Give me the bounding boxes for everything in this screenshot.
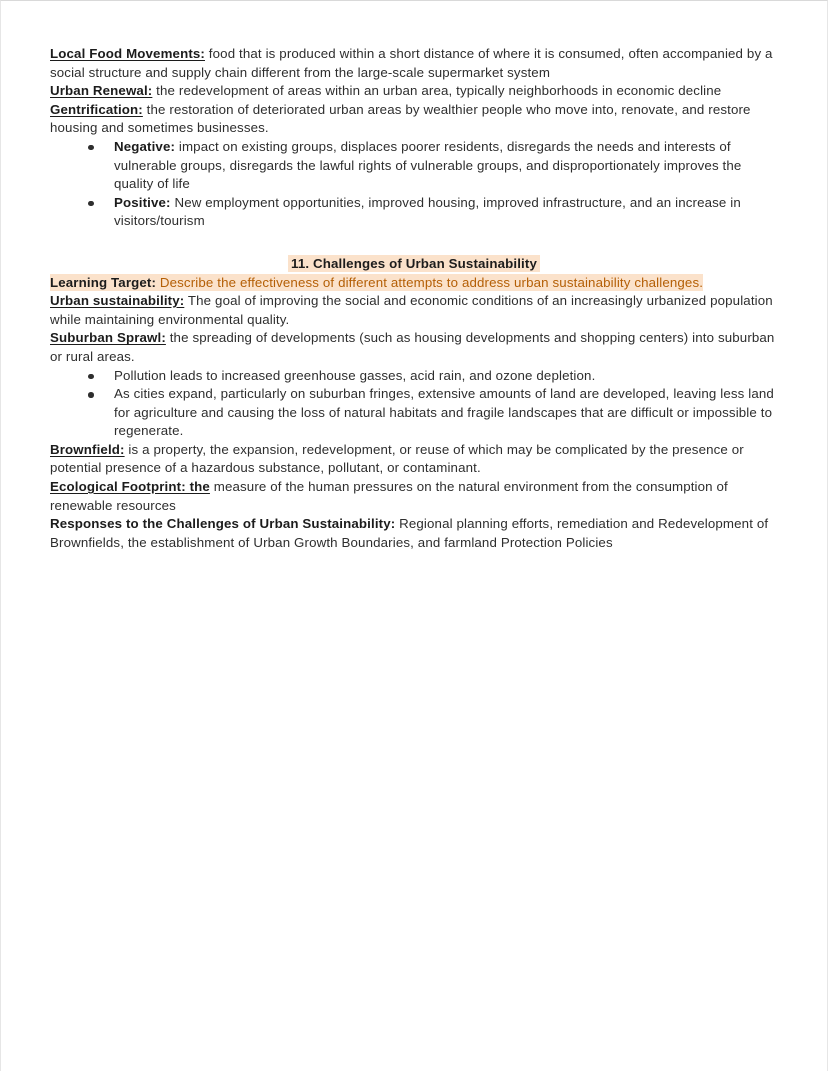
term-urban-renewal: Urban Renewal: (50, 83, 153, 99)
learning-target-text: Describe the effectiveness of different attempts to address urban sustainability challenges. (156, 274, 704, 290)
list-item (78, 194, 778, 231)
definition-urban-renewal: the redevelopment of areas within an urban area, typically neighborhoods in economic decline (152, 83, 722, 99)
paragraph-suburban-sprawl (50, 329, 778, 366)
term-suburban-sprawl: Suburban Sprawl: (50, 330, 166, 346)
term-ecological-footprint: Ecological Footprint: the (50, 479, 210, 495)
document-body (50, 45, 778, 552)
term-responses: Responses to the Challenges of Urban Sustainability: (50, 516, 396, 532)
term-brownfield: Brownfield: (50, 441, 125, 457)
learning-target (50, 274, 778, 293)
list-item (78, 138, 778, 194)
definition-local-food-movements: food that is produced within a short distance of where it is consumed, often accompanied by a social structure and supply chain different from the large-scale supermarket system (50, 46, 773, 80)
definition-ecological-footprint: measure of the human pressures on the natural environment from the consumption of renewable resources (50, 479, 728, 513)
bullet-dot-icon (88, 374, 94, 380)
bullet-dot-icon (88, 392, 94, 398)
list-item (78, 367, 778, 386)
paragraph-local-food-movements (50, 45, 778, 82)
bullet-lead-positive: Positive: (114, 194, 171, 210)
paragraph-gentrification (50, 101, 778, 138)
section-heading: 11. Challenges of Urban Sustainability (288, 255, 540, 272)
bullet-text-negative: impact on existing groups, displaces poorer residents, disregards the needs and interests of vulnerable groups, disregards the lawful rights of vulnerable groups, and disproportionately improves the quality of life (114, 138, 742, 192)
bullet-lead-negative: Negative: (114, 138, 176, 154)
paragraph-ecological-footprint (50, 478, 778, 515)
bullet-dot-icon (88, 145, 94, 151)
bullet-text-positive: New employment opportunities, improved housing, improved infrastructure, and an increase in visitors/tourism (114, 194, 741, 229)
sprawl-bullet-list (50, 367, 778, 441)
paragraph-brownfield (50, 441, 778, 478)
definition-suburban-sprawl: the spreading of developments (such as housing developments and shopping centers) into suburban or rural areas. (50, 330, 775, 364)
bullet-text-pollution: Pollution leads to increased greenhouse gasses, acid rain, and ozone depletion. (114, 367, 596, 383)
term-urban-sustainability: Urban sustainability: (50, 293, 185, 309)
bullet-dot-icon (88, 201, 94, 207)
bullet-text-cities-expand: As cities expand, particularly on suburban fringes, extensive amounts of land are developed, leaving less land for agriculture and causing the loss of natural habitats and fragile landscapes that are difficult or impossible to regenerate. (114, 386, 774, 439)
paragraph-urban-sustainability (50, 292, 778, 329)
list-item (78, 385, 778, 441)
definition-urban-sustainability: The goal of improving the social and economic conditions of an increasingly urbanized population while maintaining environmental quality. (50, 293, 773, 327)
learning-target-label: Learning Target: (50, 274, 157, 290)
definition-gentrification: the restoration of deteriorated urban areas by wealthier people who move into, renovate, and restore housing and sometimes businesses. (50, 101, 751, 136)
paragraph-responses (50, 515, 778, 552)
term-gentrification: Gentrification: (50, 101, 143, 117)
definition-responses: Regional planning efforts, remediation and Redevelopment of Brownfields, the establishment of Urban Growth Boundaries, and farmland Protection Policies (50, 516, 769, 550)
paragraph-urban-renewal (50, 82, 778, 101)
definition-brownfield: is a property, the expansion, redevelopment, or reuse of which may be complicated by the presence or potential presence of a hazardous substance, pollutant, or contaminant. (50, 441, 744, 476)
term-local-food-movements: Local Food Movements: (50, 46, 205, 61)
section-heading-container (50, 255, 778, 274)
gentrification-bullet-list (50, 138, 778, 231)
learning-target-highlight (50, 274, 703, 291)
